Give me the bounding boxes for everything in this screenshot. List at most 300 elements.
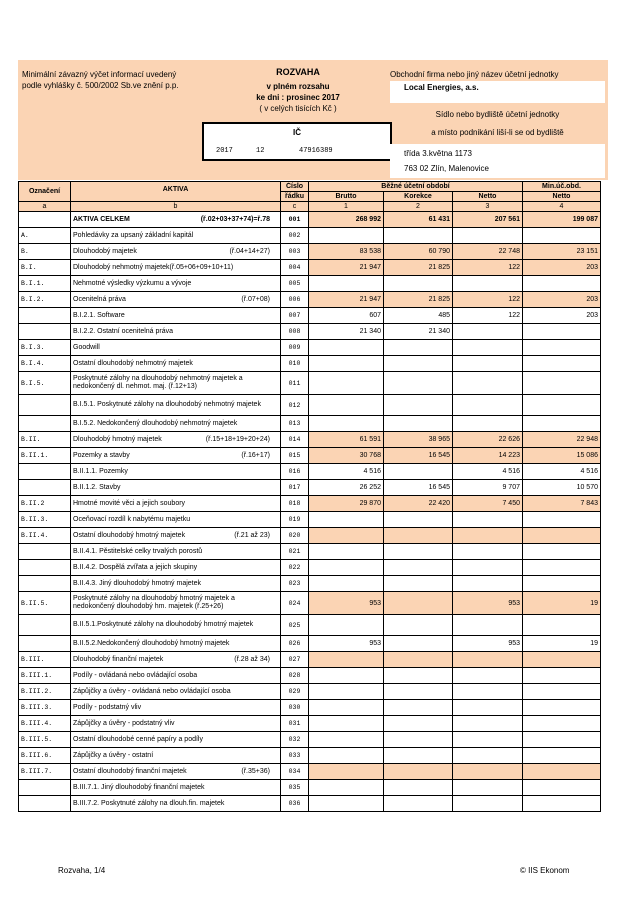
- row-label: [71, 668, 281, 684]
- row-label-text: B.II.1.1. Pozemky: [73, 468, 128, 475]
- value-korekce: [384, 668, 453, 684]
- value-brutto: 953: [309, 636, 384, 652]
- table-row: [19, 324, 601, 340]
- row-designation: B.III.4.: [19, 716, 71, 732]
- row-designation: B.III.6.: [19, 748, 71, 764]
- value-brutto: [309, 560, 384, 576]
- row-label-text: Poskytnuté zálohy na dlouhodobý hmotný majetek a nedokončený dlouhodobý hm. majetek (ř.25+26): [73, 595, 235, 610]
- row-label-text: Podíly - ovládaná nebo ovládající osoba: [73, 672, 198, 679]
- value-korekce: [384, 544, 453, 560]
- value-brutto: [309, 615, 384, 636]
- value-netto: [453, 716, 523, 732]
- value-brutto: [309, 764, 384, 780]
- value-brutto: [309, 684, 384, 700]
- row-label: [71, 615, 281, 636]
- value-netto-prev: [523, 324, 601, 340]
- value-netto: 122: [453, 308, 523, 324]
- row-number: 034: [281, 764, 309, 780]
- value-netto-prev: 203: [523, 308, 601, 324]
- row-label: [71, 732, 281, 748]
- value-korekce: [384, 732, 453, 748]
- value-korekce: [384, 228, 453, 244]
- row-label-text: Goodwill: [73, 344, 100, 351]
- row-number: 035: [281, 780, 309, 796]
- row-label-text: B.II.4.1. Pěstitelské celky trvalých porostů: [73, 548, 203, 555]
- value-netto: [453, 732, 523, 748]
- row-label: [71, 416, 281, 432]
- table-row: [19, 448, 601, 464]
- value-netto-prev: [523, 276, 601, 292]
- assets-table: [18, 181, 601, 812]
- table-row: [19, 576, 601, 592]
- value-netto-prev: [523, 764, 601, 780]
- value-netto-prev: 15 086: [523, 448, 601, 464]
- row-designation: B.II.2: [19, 496, 71, 512]
- value-brutto: [309, 228, 384, 244]
- row-number: 001: [281, 212, 309, 228]
- value-korekce: 22 420: [384, 496, 453, 512]
- row-label-text: B.I.2.2. Ostatní ocenitelná práva: [73, 328, 174, 335]
- value-netto: 4 516: [453, 464, 523, 480]
- value-netto: [453, 512, 523, 528]
- row-number: 021: [281, 544, 309, 560]
- value-netto-prev: [523, 395, 601, 416]
- row-designation: B.III.: [19, 652, 71, 668]
- value-netto-prev: [523, 716, 601, 732]
- row-number: 008: [281, 324, 309, 340]
- table-row: [19, 780, 601, 796]
- table-row: [19, 684, 601, 700]
- value-netto-prev: [523, 544, 601, 560]
- table-row: [19, 356, 601, 372]
- row-designation: [19, 212, 71, 228]
- value-brutto: [309, 544, 384, 560]
- row-label: [71, 576, 281, 592]
- value-brutto: 26 252: [309, 480, 384, 496]
- row-formula: (ř.07+08): [241, 296, 270, 303]
- row-label-text: Oceňovací rozdíl k nabytému majetku: [73, 516, 191, 523]
- value-brutto: 268 992: [309, 212, 384, 228]
- row-designation: B.II.5.: [19, 592, 71, 615]
- row-designation: B.II.4.: [19, 528, 71, 544]
- value-netto-prev: [523, 576, 601, 592]
- col-oznaceni: Označení: [19, 182, 71, 202]
- value-netto-prev: [523, 560, 601, 576]
- row-label: [71, 748, 281, 764]
- value-korekce: [384, 464, 453, 480]
- row-designation: A.: [19, 228, 71, 244]
- page-footer-left: Rozvaha, 1/4: [58, 866, 106, 875]
- row-designation: B.III.1.: [19, 668, 71, 684]
- table-row: [19, 496, 601, 512]
- value-brutto: [309, 340, 384, 356]
- row-label: [71, 308, 281, 324]
- row-label-text: B.II.4.2. Dospělá zvířata a jejich skupiny: [73, 564, 198, 571]
- row-designation: B.II.: [19, 432, 71, 448]
- row-formula: (ř.02+03+37+74)=ř.78: [200, 216, 270, 223]
- value-brutto: 30 768: [309, 448, 384, 464]
- value-brutto: [309, 576, 384, 592]
- value-netto: 22 626: [453, 432, 523, 448]
- seat-label-1: Sídlo nebo bydliště účetní jednotky: [435, 110, 560, 119]
- row-label-text: B.III.7.1. Jiný dlouhodobý finanční majetek: [73, 784, 205, 791]
- value-netto-prev: [523, 700, 601, 716]
- row-label: [71, 652, 281, 668]
- row-designation: B.III.7.: [19, 764, 71, 780]
- value-netto: 953: [453, 592, 523, 615]
- value-korekce: 21 825: [384, 260, 453, 276]
- value-brutto: 4 516: [309, 464, 384, 480]
- row-designation: B.I.3.: [19, 340, 71, 356]
- value-netto-prev: [523, 228, 601, 244]
- value-brutto: [309, 700, 384, 716]
- firm-name-box: [390, 81, 605, 103]
- row-label-text: Zápůjčky a úvěry - ostatní: [73, 752, 154, 759]
- firm-label: Obchodní firma nebo jiný název účetní jednotky: [390, 70, 559, 79]
- value-korekce: [384, 592, 453, 615]
- row-label: [71, 228, 281, 244]
- row-number: 017: [281, 480, 309, 496]
- table-row: [19, 700, 601, 716]
- row-label-text: Pozemky a stavby: [73, 452, 130, 459]
- col-brutto: Brutto: [309, 192, 384, 202]
- row-label-text: Ostatní dlouhodobé cenné papíry a podíly: [73, 736, 203, 743]
- value-netto: 122: [453, 260, 523, 276]
- value-netto-prev: 203: [523, 292, 601, 308]
- row-label-text: Poskytnuté zálohy na dlouhodobý nehmotný majetek a nedokončený dl. nehmot. maj. (ř.12+13): [73, 375, 243, 390]
- row-label: [71, 372, 281, 395]
- value-brutto: 29 870: [309, 496, 384, 512]
- row-designation: B.I.1.: [19, 276, 71, 292]
- row-label: [71, 544, 281, 560]
- table-row: [19, 544, 601, 560]
- row-label-text: B.II.4.3. Jiný dlouhodobý hmotný majetek: [73, 580, 202, 587]
- row-number: 028: [281, 668, 309, 684]
- col-aktiva: AKTIVA: [71, 182, 281, 202]
- table-row: [19, 615, 601, 636]
- row-label-text: Nehmotné výsledky výzkumu a vývoje: [73, 280, 192, 287]
- row-label-text: Ostatní dlouhodobý nehmotný majetek: [73, 360, 193, 367]
- table-row: [19, 528, 601, 544]
- value-netto-prev: [523, 684, 601, 700]
- value-brutto: [309, 512, 384, 528]
- value-netto: 14 223: [453, 448, 523, 464]
- row-designation: [19, 615, 71, 636]
- report-header: [18, 60, 608, 180]
- page-footer-right: © IIS Ekonom: [520, 866, 570, 875]
- value-brutto: [309, 372, 384, 395]
- row-formula: (ř.15+18+19+20+24): [205, 436, 270, 443]
- value-brutto: [309, 668, 384, 684]
- table-row: [19, 592, 601, 615]
- value-brutto: 21 947: [309, 260, 384, 276]
- col-num-1: 1: [309, 202, 384, 212]
- value-brutto: [309, 276, 384, 292]
- value-korekce: [384, 780, 453, 796]
- value-netto: [453, 780, 523, 796]
- col-num-2: 2: [384, 202, 453, 212]
- row-number: 002: [281, 228, 309, 244]
- table-row: [19, 395, 601, 416]
- row-label: [71, 448, 281, 464]
- row-number: 006: [281, 292, 309, 308]
- address-line2: 763 02 Zlín, Malenovice: [404, 164, 489, 173]
- value-korekce: [384, 356, 453, 372]
- row-label-text: Hmotné movité věci a jejich soubory: [73, 500, 186, 507]
- value-netto: [453, 528, 523, 544]
- table-row: [19, 292, 601, 308]
- ic-year: 2017: [216, 147, 233, 155]
- row-number: 023: [281, 576, 309, 592]
- row-label-text: Dlouhodobý nehmotný majetek(ř.05+06+09+10+11): [73, 264, 234, 271]
- value-korekce: [384, 340, 453, 356]
- row-number: 030: [281, 700, 309, 716]
- row-label-text: B.I.5.1. Poskytnuté zálohy na dlouhodobý nehmotný majetek: [73, 401, 261, 408]
- ic-label-box: [202, 122, 392, 143]
- ic-label: IČ: [293, 128, 301, 137]
- row-designation: [19, 576, 71, 592]
- value-korekce: [384, 636, 453, 652]
- row-label-text: B.III.7.2. Poskytnuté zálohy na dlouh.fin. majetek: [73, 800, 225, 807]
- table-row: [19, 212, 601, 228]
- row-designation: B.III.2.: [19, 684, 71, 700]
- row-formula: (ř.16+17): [241, 452, 270, 459]
- row-formula: (ř.04+14+27): [229, 248, 270, 255]
- value-korekce: 38 965: [384, 432, 453, 448]
- value-netto: [453, 700, 523, 716]
- table-row: [19, 560, 601, 576]
- row-label: [71, 340, 281, 356]
- row-number: 011: [281, 372, 309, 395]
- value-netto-prev: [523, 340, 601, 356]
- row-designation: [19, 308, 71, 324]
- row-label-text: B.I.2.1. Software: [73, 312, 125, 319]
- header-row-1: [19, 182, 601, 192]
- row-number: 031: [281, 716, 309, 732]
- row-number: 009: [281, 340, 309, 356]
- value-netto: 207 561: [453, 212, 523, 228]
- row-label: [71, 636, 281, 652]
- col-letter-c: c: [281, 202, 309, 212]
- assets-table-body: [19, 212, 601, 812]
- row-label-text: Pohledávky za upsaný základní kapitál: [73, 232, 194, 239]
- value-korekce: 16 545: [384, 480, 453, 496]
- row-number: 036: [281, 796, 309, 812]
- row-label: [71, 592, 281, 615]
- row-label: [71, 276, 281, 292]
- value-netto-prev: [523, 615, 601, 636]
- table-row: [19, 512, 601, 528]
- value-netto: [453, 668, 523, 684]
- row-label: [71, 395, 281, 416]
- value-netto: [453, 395, 523, 416]
- row-formula: (ř.28 až 34): [234, 656, 270, 663]
- row-number: 005: [281, 276, 309, 292]
- value-korekce: 21 340: [384, 324, 453, 340]
- seat-label-2: a místo podnikání liší-li se od bydliště: [431, 128, 564, 137]
- value-netto: 9 707: [453, 480, 523, 496]
- table-row: [19, 796, 601, 812]
- value-netto-prev: [523, 668, 601, 684]
- value-netto-prev: 23 151: [523, 244, 601, 260]
- row-label: [71, 716, 281, 732]
- row-number: 018: [281, 496, 309, 512]
- row-designation: [19, 796, 71, 812]
- value-netto: [453, 356, 523, 372]
- table-row: [19, 716, 601, 732]
- value-netto-prev: 203: [523, 260, 601, 276]
- row-number: 014: [281, 432, 309, 448]
- table-row: [19, 244, 601, 260]
- row-designation: [19, 395, 71, 416]
- value-netto: 7 450: [453, 496, 523, 512]
- value-netto: [453, 276, 523, 292]
- value-korekce: [384, 276, 453, 292]
- table-row: [19, 432, 601, 448]
- value-netto: [453, 228, 523, 244]
- row-number: 004: [281, 260, 309, 276]
- col-netto4: Netto: [523, 192, 601, 202]
- row-label: [71, 496, 281, 512]
- value-netto-prev: [523, 748, 601, 764]
- table-row: [19, 464, 601, 480]
- value-korekce: [384, 700, 453, 716]
- table-row: [19, 260, 601, 276]
- row-formula: (ř.21 až 23): [234, 532, 270, 539]
- row-number: 024: [281, 592, 309, 615]
- row-designation: B.II.3.: [19, 512, 71, 528]
- col-letter-a: a: [19, 202, 71, 212]
- col-cislo: Číslo: [281, 182, 309, 192]
- value-netto-prev: 10 570: [523, 480, 601, 496]
- row-label-text: AKTIVA CELKEM: [73, 216, 130, 223]
- table-row: [19, 340, 601, 356]
- value-netto: 22 748: [453, 244, 523, 260]
- firm-name: Local Energies, a.s.: [404, 83, 479, 92]
- row-number: 013: [281, 416, 309, 432]
- table-row: [19, 308, 601, 324]
- value-brutto: [309, 716, 384, 732]
- value-brutto: [309, 528, 384, 544]
- value-korekce: [384, 512, 453, 528]
- value-netto: [453, 796, 523, 812]
- row-label: [71, 764, 281, 780]
- row-designation: [19, 416, 71, 432]
- row-label-text: B.I.5.2. Nedokončený dlouhodobý nehmotný majetek: [73, 420, 238, 427]
- value-netto: [453, 340, 523, 356]
- row-label: [71, 780, 281, 796]
- row-label: [71, 244, 281, 260]
- row-designation: [19, 780, 71, 796]
- row-number: 029: [281, 684, 309, 700]
- row-designation: B.III.3.: [19, 700, 71, 716]
- table-row: [19, 480, 601, 496]
- row-label: [71, 684, 281, 700]
- value-netto-prev: 19: [523, 592, 601, 615]
- row-label-text: B.II.5.1.Poskytnuté zálohy na dlouhodobý hmotný majetek: [73, 621, 254, 628]
- row-label: [71, 512, 281, 528]
- value-netto: [453, 684, 523, 700]
- value-brutto: [309, 395, 384, 416]
- row-label: [71, 432, 281, 448]
- row-label-text: B.II.5.2.Nedokončený dlouhodobý hmotný majetek: [73, 640, 230, 647]
- row-label-text: Ostatní dlouhodobý finanční majetek: [73, 768, 187, 775]
- value-netto: [453, 416, 523, 432]
- value-netto: [453, 576, 523, 592]
- row-number: 027: [281, 652, 309, 668]
- value-netto-prev: 22 948: [523, 432, 601, 448]
- value-netto-prev: [523, 372, 601, 395]
- row-label-text: Ocenitelná práva: [73, 296, 126, 303]
- row-label: [71, 480, 281, 496]
- value-brutto: 953: [309, 592, 384, 615]
- table-row: [19, 732, 601, 748]
- row-label-text: Zápůjčky a úvěry - podstatný vliv: [73, 720, 175, 727]
- row-designation: B.I.: [19, 260, 71, 276]
- value-netto-prev: [523, 796, 601, 812]
- col-num-3: 3: [453, 202, 523, 212]
- value-korekce: 60 790: [384, 244, 453, 260]
- row-label: [71, 212, 281, 228]
- value-netto: 122: [453, 292, 523, 308]
- row-designation: B.II.1.: [19, 448, 71, 464]
- table-row: [19, 764, 601, 780]
- value-brutto: [309, 796, 384, 812]
- col-num-4: 4: [523, 202, 601, 212]
- value-netto-prev: 7 843: [523, 496, 601, 512]
- value-korekce: [384, 684, 453, 700]
- value-brutto: [309, 780, 384, 796]
- ic-value-box: [202, 142, 392, 161]
- value-netto-prev: [523, 780, 601, 796]
- value-netto-prev: 19: [523, 636, 601, 652]
- value-brutto: [309, 652, 384, 668]
- value-netto-prev: [523, 652, 601, 668]
- table-row: [19, 372, 601, 395]
- row-number: 019: [281, 512, 309, 528]
- row-label: [71, 528, 281, 544]
- row-designation: [19, 464, 71, 480]
- row-label-text: Podíly - podstatný vliv: [73, 704, 142, 711]
- value-netto: [453, 324, 523, 340]
- value-netto-prev: [523, 512, 601, 528]
- value-korekce: 61 431: [384, 212, 453, 228]
- table-row: [19, 748, 601, 764]
- value-korekce: 16 545: [384, 448, 453, 464]
- col-bezne: Běžné účetní období: [309, 182, 523, 192]
- address-line1: třída 3.května 1173: [404, 149, 472, 158]
- ic-month: 12: [256, 147, 265, 155]
- value-korekce: 485: [384, 308, 453, 324]
- value-korekce: [384, 416, 453, 432]
- ic-number: 47916389: [299, 147, 333, 155]
- value-netto-prev: [523, 356, 601, 372]
- value-brutto: 83 538: [309, 244, 384, 260]
- col-letter-b: b: [71, 202, 281, 212]
- table-row: [19, 668, 601, 684]
- value-korekce: [384, 716, 453, 732]
- value-netto: [453, 652, 523, 668]
- value-brutto: [309, 416, 384, 432]
- row-formula: (ř.35+36): [241, 768, 270, 775]
- address-box: [390, 144, 605, 178]
- value-korekce: [384, 395, 453, 416]
- col-netto: Netto: [453, 192, 523, 202]
- report-title: ROZVAHA: [276, 67, 320, 77]
- row-number: 032: [281, 732, 309, 748]
- value-brutto: 61 591: [309, 432, 384, 448]
- row-label-text: B.II.1.2. Stavby: [73, 484, 121, 491]
